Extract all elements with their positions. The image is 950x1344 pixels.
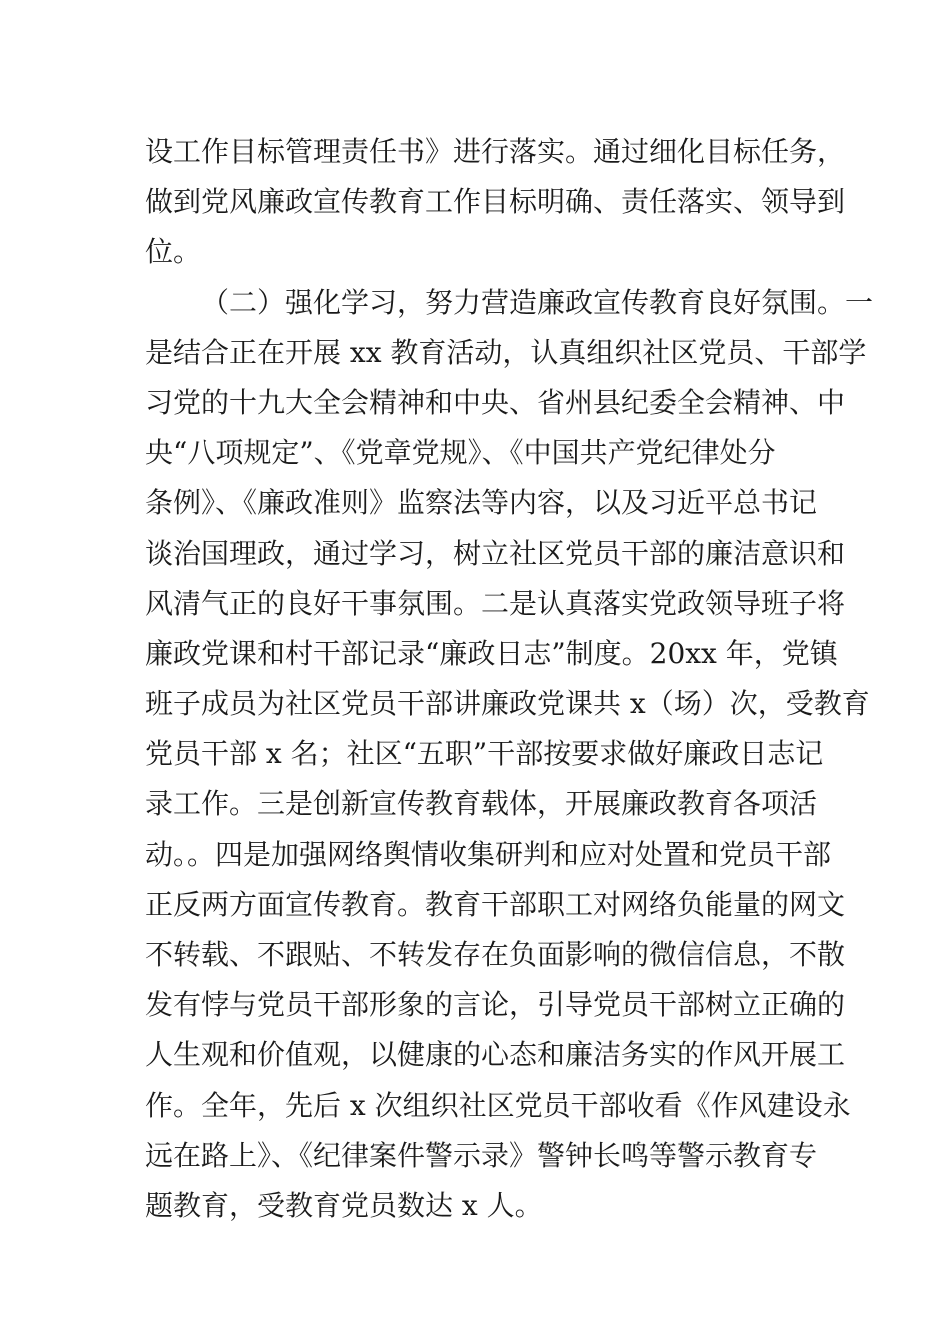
text-line: 党员干部 x 名；社区“五职”干部按要求做好廉政日志记 <box>145 737 824 771</box>
text-line: 是结合正在开展 xx 教育活动，认真组织社区党员、干部学 <box>145 335 867 369</box>
text-line: 廉政党课和村干部记录“廉政日志”制度。20xx 年，党镇 <box>145 636 838 670</box>
document-body <box>145 127 874 1231</box>
paragraph-1 <box>145 127 846 278</box>
text-line: 动。。四是加强网络舆情收集研判和应对处置和党员干部 <box>145 837 832 871</box>
text-line: 谈治国理政，通过学习，树立社区党员干部的廉洁意识和 <box>145 536 846 570</box>
text-line: 正反两方面宣传教育。教育干部职工对网络负能量的网文 <box>145 887 846 921</box>
text-line: 人生观和价值观，以健康的心态和廉洁务实的作风开展工 <box>145 1038 846 1072</box>
text-line: 条例》、《廉政准则》监察法等内容，以及习近平总书记 <box>145 486 818 520</box>
paragraph-2 <box>145 278 874 1232</box>
text-line: 发有悖与党员干部形象的言论，引导党员干部树立正确的 <box>145 988 846 1022</box>
text-line: 不转载、不跟贴、不转发存在负面影响的微信信息，不散 <box>145 938 846 971</box>
text-line: 位。 <box>145 235 202 269</box>
text-line: （二）强化学习，努力营造廉政宣传教育良好氛围。一 <box>201 285 874 319</box>
text-line: 习党的十九大全会精神和中央、省州县纪委全会精神、中 <box>145 385 846 419</box>
text-line: 央“八项规定”、《党章党规》、《中国共产党纪律处分 <box>145 436 776 470</box>
text-line: 风清气正的良好干事氛围。二是认真落实党政领导班子将 <box>145 586 846 620</box>
text-line: 远在路上》、《纪律案件警示录》警钟长鸣等警示教育专 <box>145 1138 818 1172</box>
text-line: 设工作目标管理责任书》进行落实。通过细化目标任务， <box>145 135 846 168</box>
text-line: 班子成员为社区党员干部讲廉政党课共 x（场）次，受教育 <box>145 687 870 721</box>
text-line: 录工作。三是创新宣传教育载体，开展廉政教育各项活 <box>145 787 818 821</box>
text-line: 题教育，受教育党员数达 x 人。 <box>145 1188 543 1222</box>
text-line: 做到党风廉政宣传教育工作目标明确、责任落实、领导到 <box>145 185 846 219</box>
text-line: 作。全年，先后 x 次组织社区党员干部收看《作风建设永 <box>145 1088 851 1122</box>
